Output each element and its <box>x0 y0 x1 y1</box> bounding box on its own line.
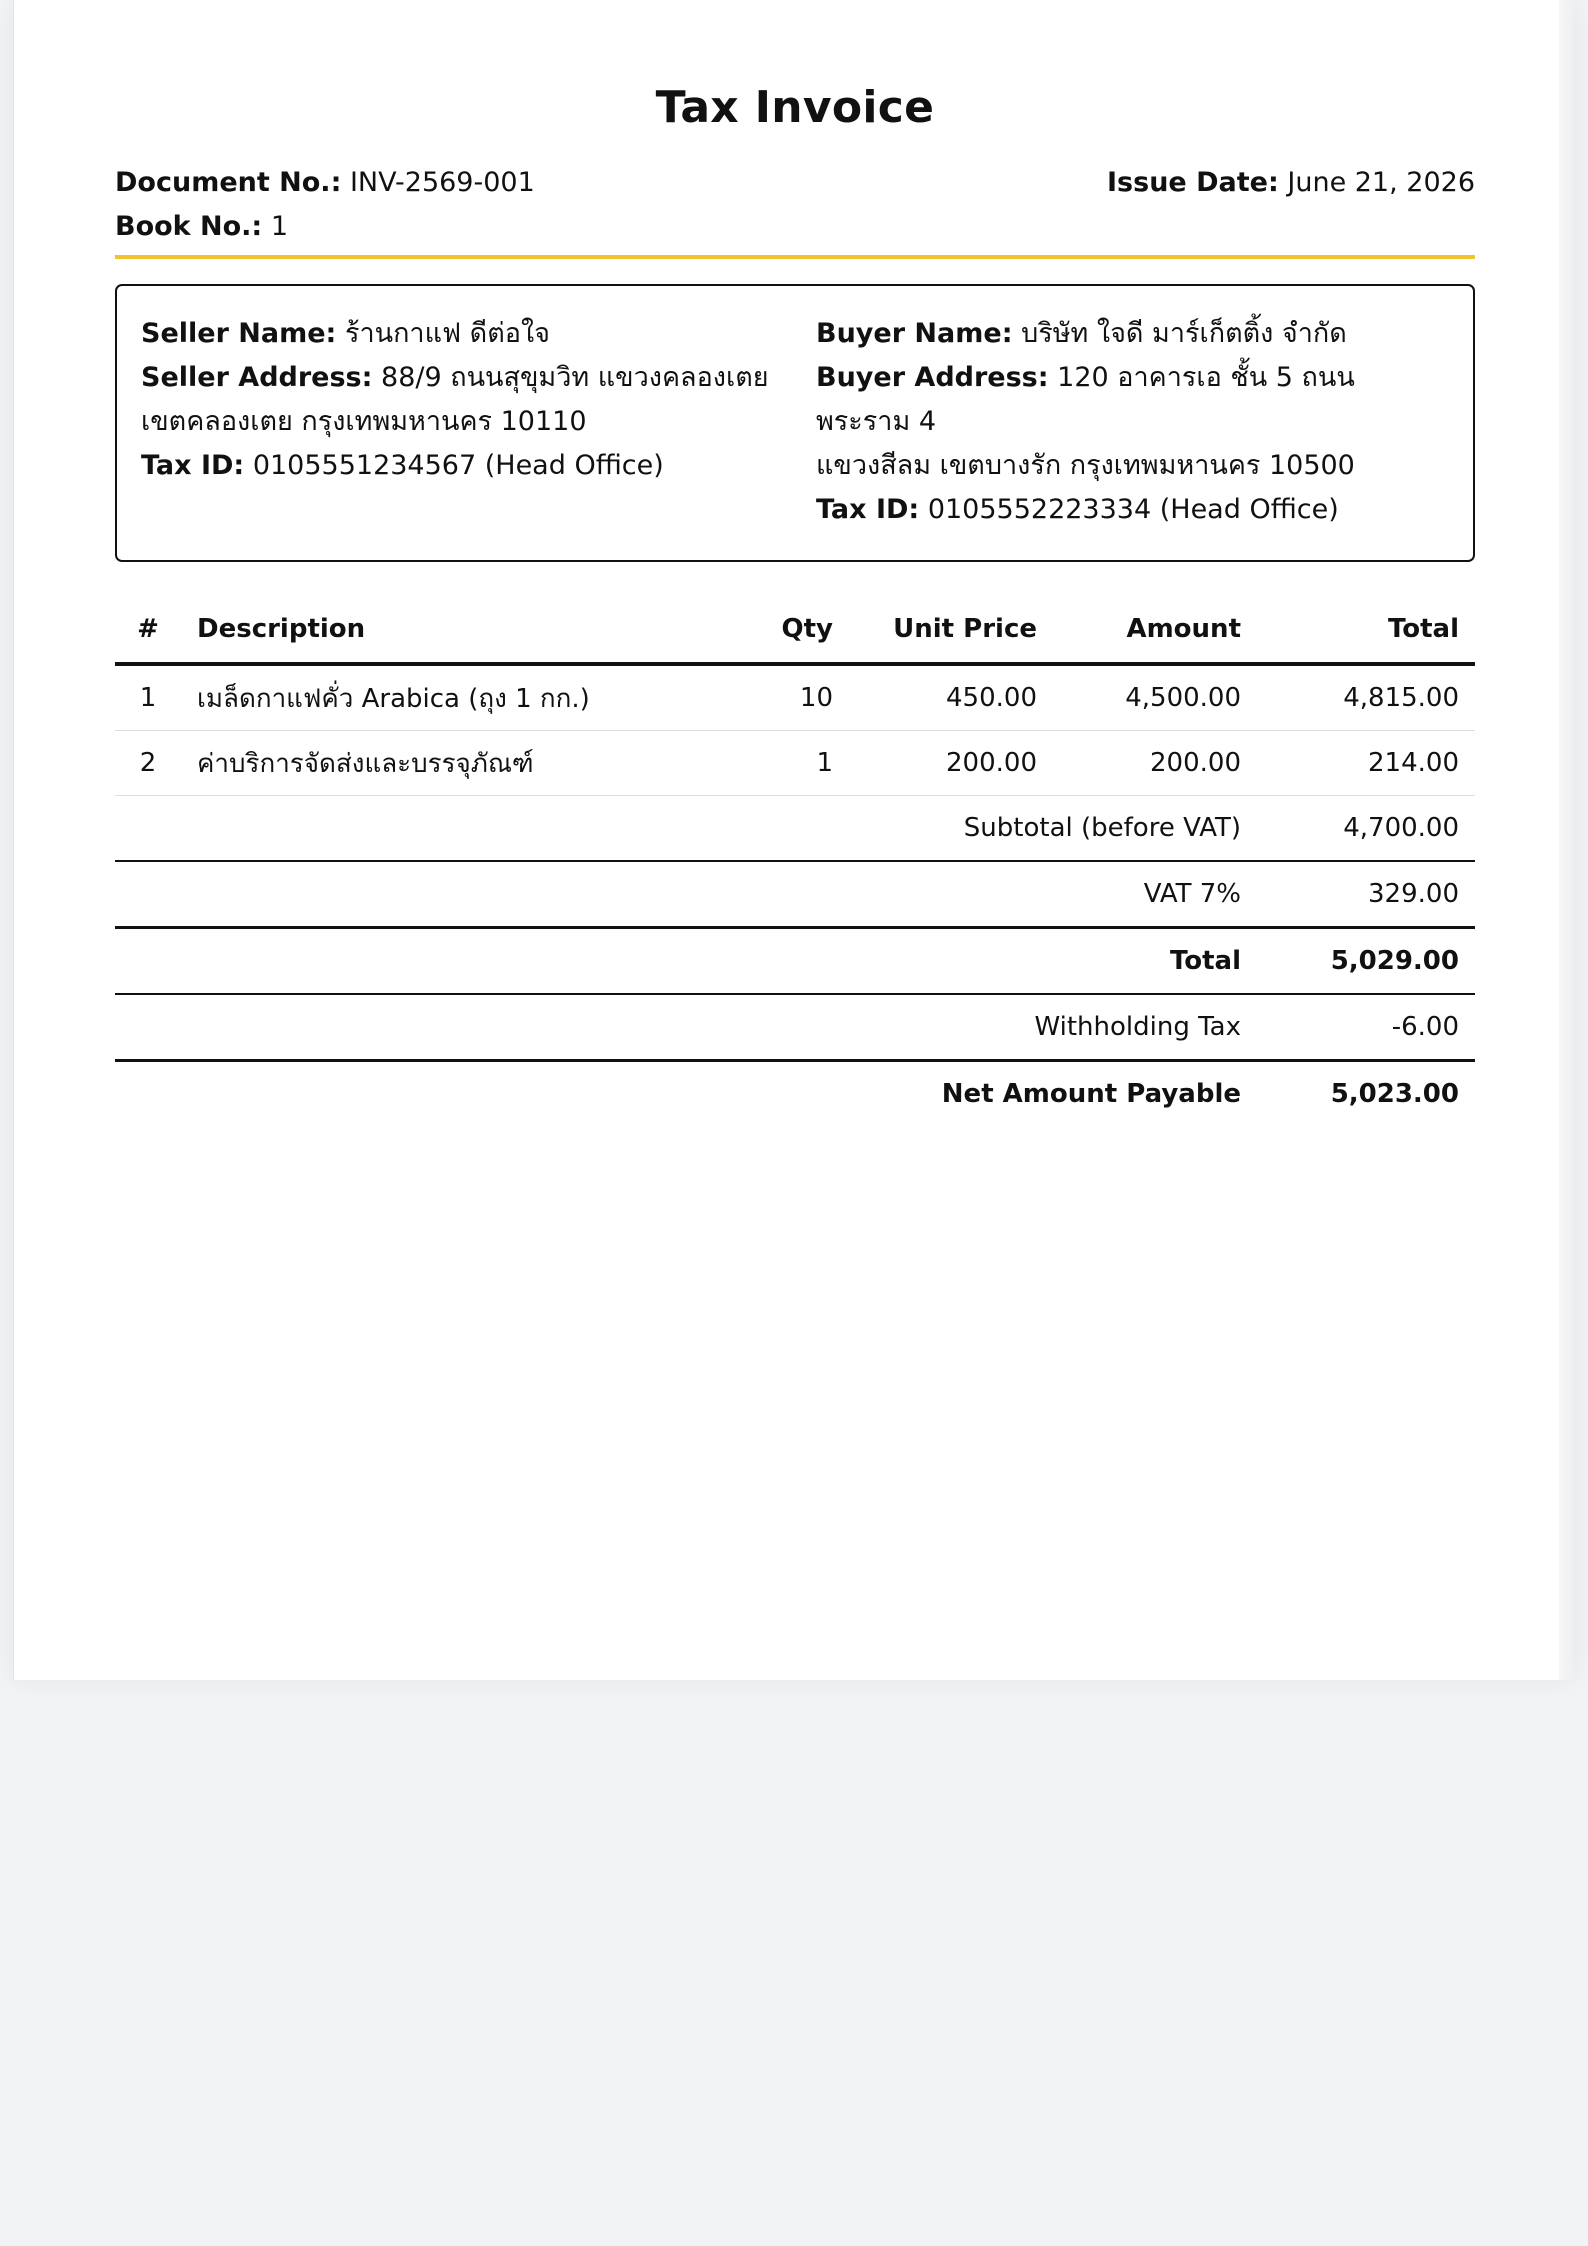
net-payable-row <box>115 1061 1475 1127</box>
document-number-label: Document No.: <box>115 167 342 198</box>
row-unit-price: 200.00 <box>849 731 1053 796</box>
buyer-name <box>816 312 1449 356</box>
row-amount: 200.00 <box>1053 731 1257 796</box>
row-qty: 1 <box>761 731 849 796</box>
buyer-info <box>774 312 1449 532</box>
book-number <box>115 205 1475 249</box>
book-number-value: 1 <box>270 211 289 242</box>
buyer-address-line1: 120 อาคารเอ ชั้น 5 ถนนพระราม 4 <box>816 362 1355 437</box>
column-header-qty: Qty <box>761 596 849 664</box>
total-value: 5,029.00 <box>1257 928 1475 995</box>
table-row <box>115 731 1475 796</box>
row-total: 4,815.00 <box>1257 664 1475 731</box>
table-header-row <box>115 596 1475 664</box>
row-number: 2 <box>115 731 181 796</box>
accent-divider <box>115 255 1475 259</box>
vat-row <box>115 861 1475 928</box>
page-edge-shadow <box>1559 0 1574 1680</box>
issue-date-label: Issue Date: <box>1107 167 1279 198</box>
vat-label: VAT 7% <box>115 861 1257 928</box>
net-payable-value: 5,023.00 <box>1330 1079 1459 1109</box>
subtotal-row <box>115 796 1475 862</box>
line-items-table <box>115 596 1475 1126</box>
row-number: 1 <box>115 664 181 731</box>
net-payable-label: Net Amount Payable <box>941 1079 1241 1109</box>
column-header-description: Description <box>181 596 761 664</box>
buyer-tax-id <box>816 488 1449 532</box>
buyer-tax-id-label: Tax ID: <box>816 494 920 525</box>
invoice-document <box>115 0 1475 1126</box>
seller-name-label: Seller Name: <box>141 318 337 349</box>
column-header-amount: Amount <box>1053 596 1257 664</box>
row-description: เมล็ดกาแฟคั่ว Arabica (ถุง 1 กก.) <box>181 664 761 731</box>
party-info-box <box>115 284 1475 562</box>
seller-address-label: Seller Address: <box>141 362 373 393</box>
issue-date-value: June 21, 2026 <box>1287 167 1475 198</box>
document-meta <box>115 161 1475 253</box>
total-label: Total <box>115 928 1257 995</box>
buyer-name-label: Buyer Name: <box>816 318 1013 349</box>
buyer-name-value: บริษัท ใจดี มาร์เก็ตติ้ง จำกัด <box>1021 318 1347 349</box>
total-row <box>115 928 1475 995</box>
withholding-row <box>115 994 1475 1061</box>
seller-tax-id-value: 0105551234567 (Head Office) <box>252 450 664 481</box>
row-amount: 4,500.00 <box>1053 664 1257 731</box>
seller-info <box>141 312 774 532</box>
column-header-total: Total <box>1257 596 1475 664</box>
invoice-page <box>13 0 1574 1680</box>
column-header-unit-price: Unit Price <box>849 596 1053 664</box>
seller-tax-id <box>141 444 774 488</box>
subtotal-value: 4,700.00 <box>1257 796 1475 862</box>
column-header-number: # <box>115 596 181 664</box>
seller-address-line2: เขตคลองเตย กรุงเทพมหานคร 10110 <box>141 406 587 437</box>
seller-tax-id-label: Tax ID: <box>141 450 245 481</box>
subtotal-label: Subtotal (before VAT) <box>115 796 1257 862</box>
seller-name-value: ร้านกาแฟ ดีต่อใจ <box>344 318 550 349</box>
buyer-address-label: Buyer Address: <box>816 362 1049 393</box>
issue-date <box>1107 161 1475 205</box>
seller-address <box>141 356 774 400</box>
page-title: Tax Invoice <box>655 82 935 133</box>
buyer-tax-id-value: 0105552223334 (Head Office) <box>927 494 1339 525</box>
buyer-address-line2: แขวงสีลม เขตบางรัก กรุงเทพมหานคร 10500 <box>816 450 1355 481</box>
withholding-label: Withholding Tax <box>115 994 1257 1061</box>
row-qty: 10 <box>761 664 849 731</box>
row-description: ค่าบริการจัดส่งและบรรจุภัณฑ์ <box>181 731 761 796</box>
document-number-value: INV-2569-001 <box>349 167 535 198</box>
row-total: 214.00 <box>1257 731 1475 796</box>
book-number-label: Book No.: <box>115 211 263 242</box>
seller-name <box>141 312 774 356</box>
withholding-value: -6.00 <box>1257 994 1475 1061</box>
vat-value: 329.00 <box>1257 861 1475 928</box>
row-unit-price: 450.00 <box>849 664 1053 731</box>
buyer-address <box>816 356 1449 444</box>
seller-address-line1: 88/9 ถนนสุขุมวิท แขวงคลองเตย <box>381 362 769 393</box>
table-row <box>115 664 1475 731</box>
